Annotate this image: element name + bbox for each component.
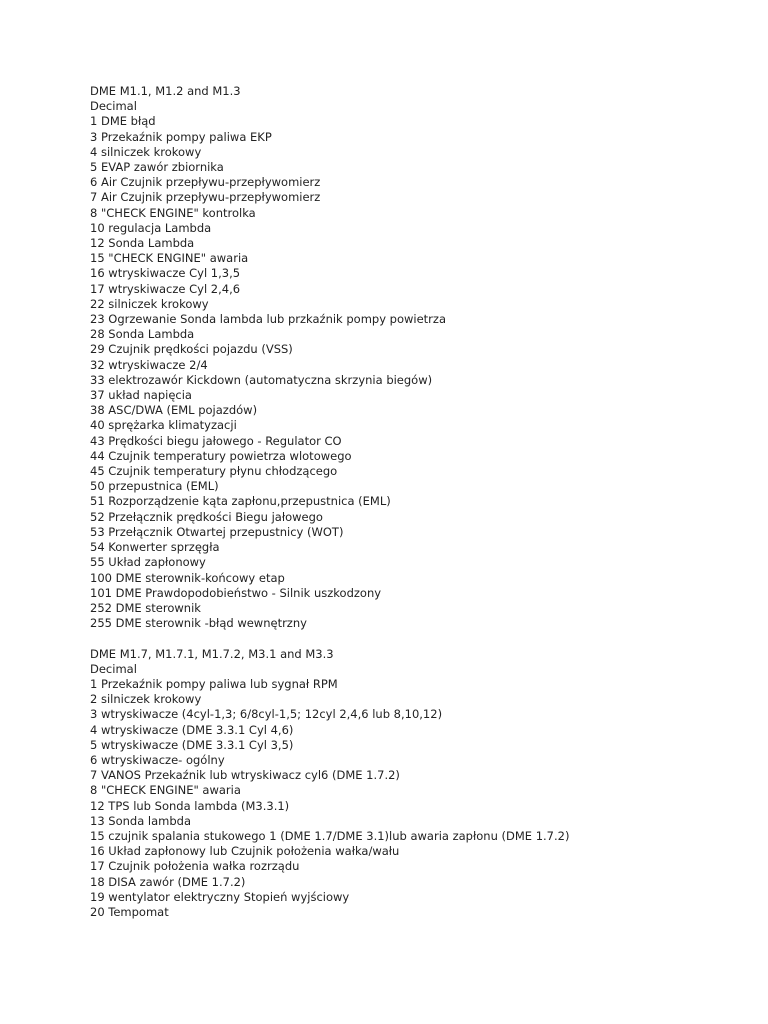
code-item: 5 EVAP zawór zbiornika [90, 160, 224, 175]
code-item: 54 Konwerter sprzęgła [90, 540, 220, 555]
document-page [90, 84, 750, 920]
code-item: 20 Tempomat [90, 904, 169, 919]
section-subtitle: Decimal [90, 661, 137, 676]
code-item: 33 elektrozawór Kickdown (automatyczna skrzynia biegów) [90, 372, 433, 387]
section-subtitle: Decimal [90, 99, 137, 114]
code-item: 4 wtryskiwacze (DME 3.3.1 Cyl 4,6) [90, 722, 294, 737]
code-item: 22 silniczek krokowy [90, 296, 209, 311]
code-item: 29 Czujnik prędkości pojazdu (VSS) [90, 342, 293, 357]
code-item: 101 DME Prawdopodobieństwo - Silnik uszkodzony [90, 585, 382, 600]
code-item: 8 "CHECK ENGINE" kontrolka [90, 205, 256, 220]
code-item: 2 silniczek krokowy [90, 692, 202, 707]
code-item: 4 silniczek krokowy [90, 144, 202, 159]
code-item: 12 Sonda Lambda [90, 236, 195, 251]
code-item: 51 Rozporządzenie kąta zapłonu,przepustnica (EML) [90, 494, 391, 509]
code-item: 12 TPS lub Sonda lambda (M3.3.1) [90, 798, 290, 813]
code-item: 37 układ napięcia [90, 388, 192, 403]
code-item: 255 DME sterownik -błąd wewnętrzny [90, 616, 307, 631]
code-item: 32 wtryskiwacze 2/4 [90, 357, 208, 372]
code-item: 100 DME sterownik-końcowy etap [90, 570, 285, 585]
code-item: 10 regulacja Lambda [90, 220, 212, 235]
code-item: 38 ASC/DWA (EML pojazdów) [90, 403, 258, 418]
code-item: 40 sprężarka klimatyzacji [90, 418, 237, 433]
code-item: 8 "CHECK ENGINE" awaria [90, 783, 241, 798]
code-item: 252 DME sterownik [90, 600, 201, 615]
code-item: 15 "CHECK ENGINE" awaria [90, 251, 249, 266]
section-dme-m1-7 [90, 647, 750, 921]
code-item: 45 Czujnik temperatury płynu chłodzącego [90, 464, 338, 479]
code-item: 7 Air Czujnik przepływu-przepływomierz [90, 190, 321, 205]
code-item: 17 wtryskiwacze Cyl 2,4,6 [90, 281, 241, 296]
code-item: 13 Sonda lambda [90, 813, 192, 828]
code-item: 15 czujnik spalania stukowego 1 (DME 1.7/DME 3.1)lub awaria zapłonu (DME 1.7.2) [90, 828, 570, 843]
section-title: DME M1.1, M1.2 and M1.3 [90, 84, 241, 98]
code-item: 53 Przełącznik Otwartej przepustnicy (WOT) [90, 524, 344, 539]
code-item: 17 Czujnik położenia wałka rozrządu [90, 859, 300, 874]
code-item: 50 przepustnica (EML) [90, 479, 219, 494]
section-title: DME M1.7, M1.7.1, M1.7.2, M3.1 and M3.3 [90, 646, 334, 661]
code-item: 7 VANOS Przekaźnik lub wtryskiwacz cyl6 (DME 1.7.2) [90, 768, 400, 783]
code-item: 1 DME błąd [90, 114, 156, 129]
code-item: 52 Przełącznik prędkości Biegu jałowego [90, 509, 323, 524]
code-item: 55 Układ zapłonowy [90, 555, 206, 570]
code-item: 44 Czujnik temperatury powietrza wlotowego [90, 448, 352, 463]
code-item: 18 DISA zawór (DME 1.7.2) [90, 874, 246, 889]
code-item: 43 Prędkości biegu jałowego - Regulator CO [90, 433, 342, 448]
code-item: 6 Air Czujnik przepływu-przepływomierz [90, 175, 321, 190]
code-item: 5 wtryskiwacze (DME 3.3.1 Cyl 3,5) [90, 737, 294, 752]
code-item: 6 wtryskiwacze- ogólny [90, 752, 225, 767]
code-item: 28 Sonda Lambda [90, 327, 195, 342]
code-item: 3 Przekaźnik pompy paliwa EKP [90, 129, 272, 144]
code-item: 16 wtryskiwacze Cyl 1,3,5 [90, 266, 241, 281]
code-item: 3 wtryskiwacze (4cyl-1,3; 6/8cyl-1,5; 12cyl 2,4,6 lub 8,10,12) [90, 707, 443, 722]
section-dme-m1 [90, 84, 750, 631]
code-item: 23 Ogrzewanie Sonda lambda lub przkaźnik pompy powietrza [90, 312, 446, 327]
code-item: 1 Przekaźnik pompy paliwa lub sygnał RPM [90, 676, 338, 691]
code-item: 16 Układ zapłonowy lub Czujnik położenia wałka/wału [90, 844, 400, 859]
code-item: 19 wentylator elektryczny Stopień wyjściowy [90, 889, 350, 904]
